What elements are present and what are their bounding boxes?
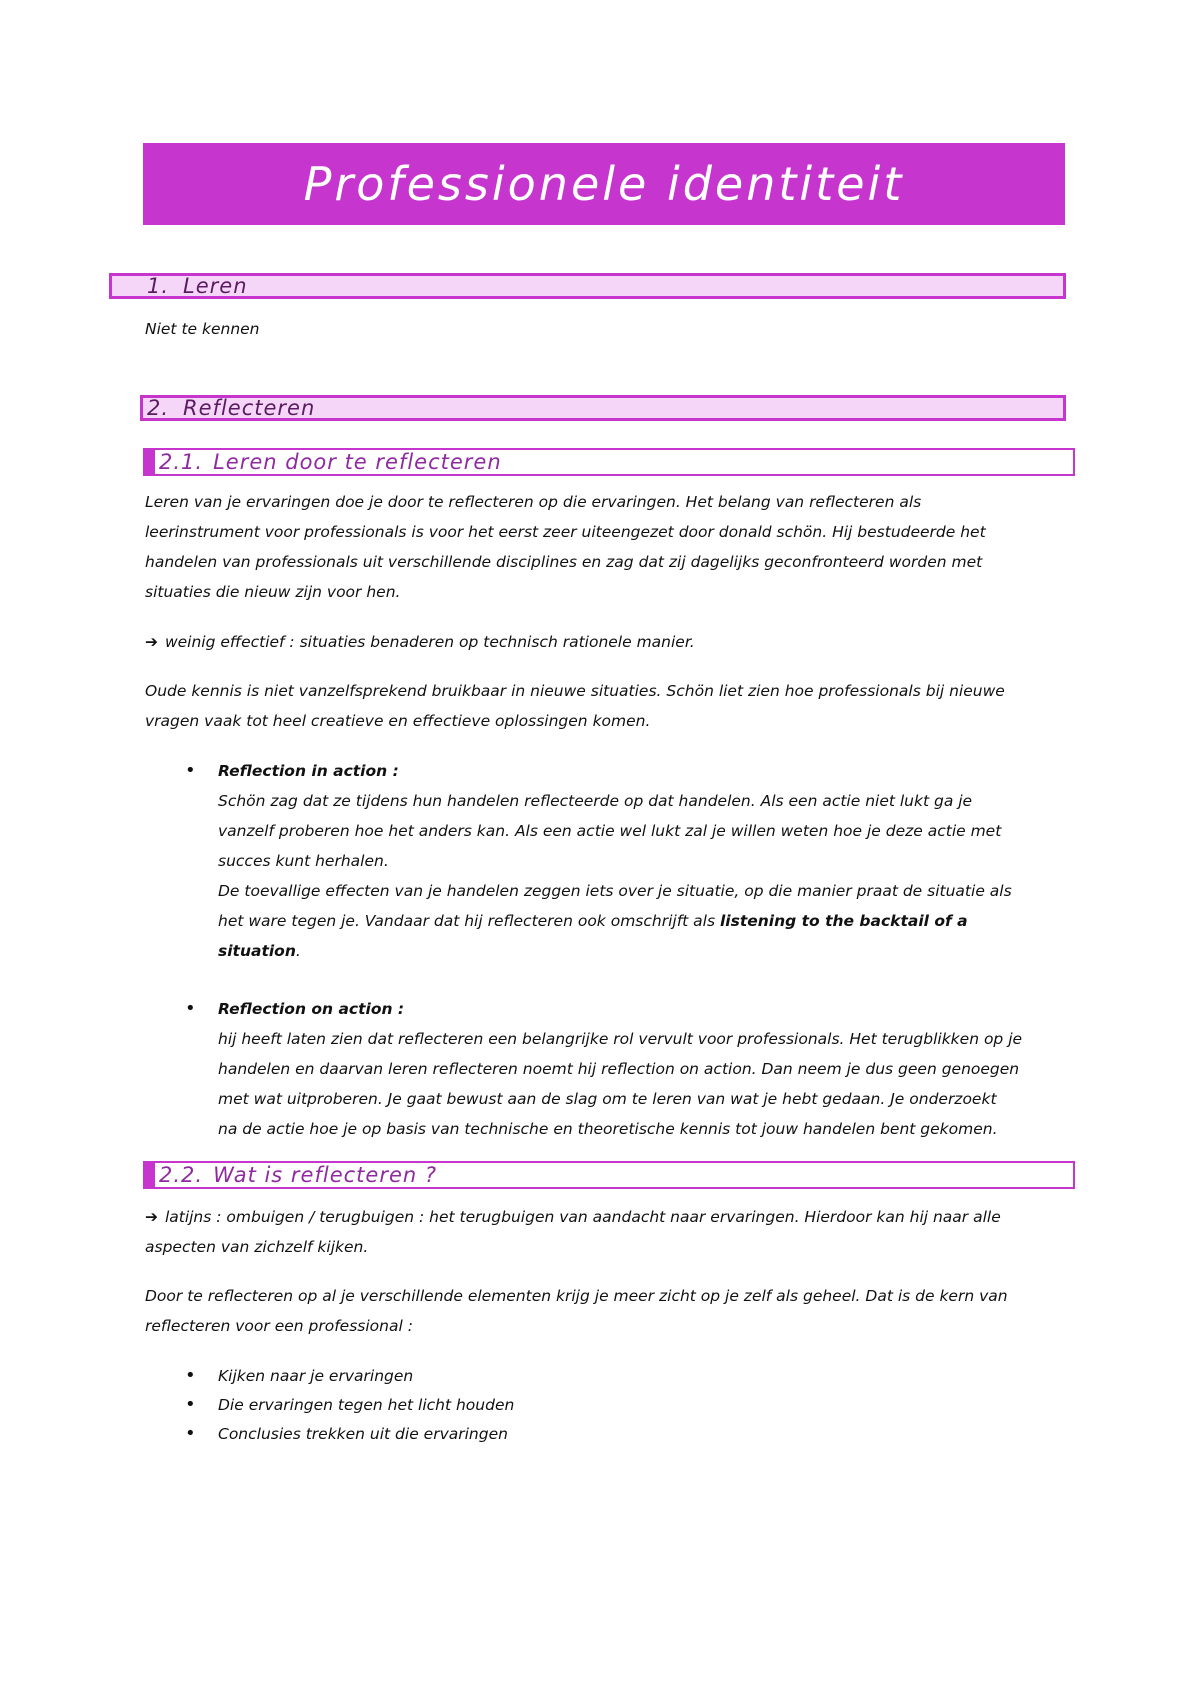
document-page: Professionele identiteit 1. Leren Niet te kennen 2. Reflecteren 2.1. Leren door te reflecteren Leren van je ervaringen doe je door te reflecteren op die ervaringen. Het belang van reflecteren als leerinstrument voor professionals is voor het eerst zeer uiteengezet door donald schön. Hij bestudeerde het handelen van professionals uit verschillende disciplines en zag dat zij dagelijks geconfronteerd worden met situaties die nieuw zijn voor hen. ➔ weinig effectief : situaties benaderen op technisch rationele manier. Oude kennis is niet vanzelfsprekend bruikbaar in nieuwe situaties. Schön liet zien hoe professionals bij nieuwe vragen vaak tot heel creatieve en effectieve oplossingen komen. • Reflection in action : Schön zag dat ze tijdens hun handelen reflecteerde op dat handelen. Als een actie niet lukt ga je vanzelf proberen hoe het anders kan. Als een actie wel lukt zal je willen weten hoe je deze actie met succes kunt herhalen. De toevallige effecten van je handelen zeggen iets over je situatie, op die manier praat de situatie als het ware tegen je. Vandaar dat hij reflecteren ook omschrijft als listening to the backtail of a situation. • Reflection on action : hij heeft laten zien dat reflecteren een belangrijke rol vervult voor professionals. Het terugblikken op je handelen en daarvan leren reflecteren noemt hij reflection on action. Dan neem je dus geen genoegen met wat uitproberen. Je gaat bewust aan de slag om te leren van wat je hebt gedaan. Je onderzoekt na de actie hoe je op basis van technische en theoretische kennis tot jouw handelen bent gekomen. 2.2. Wat is reflecteren ? ➔ latijns : ombuigen / terugbuigen : het terugbuigen van aandacht naar ervaringen. Hierdoor kan hij naar alle aspecten van zichzelf kijken. Door te reflecteren op al je verschillende elementen krijg je meer zicht op je zelf als geheel. Dat is de kern van reflecteren voor een professional : • Kijken naar je ervaringen • Die ervaringen tegen het licht houden • Conclusies trekken uit die ervaringen [0, 0, 1200, 1696]
heading-section-2-1 [143, 448, 1075, 476]
paragraph-old-knowledge: Oude kennis is niet vanzelfsprekend bruikbaar in nieuwe situaties. Schön liet zien hoe professionals bij nieuwe vragen vaak tot heel creatieve en effectieve oplossingen komen. [145, 682, 1005, 730]
paragraph-intro: Leren van je ervaringen doe je door te reflecteren op die ervaringen. Het belang van reflecteren als leerinstrument voor professionals is voor het eerst zeer uiteengezet door donald schön. Hij bestudeerde het handelen van professionals uit verschillende disciplines en zag dat zij dagelijks geconfronteerd worden met situaties die nieuw zijn voor hen. [145, 493, 986, 601]
document-title: Professionele identiteit [303, 157, 905, 211]
arrow-note: ➔ weinig effectief : situaties benaderen op technisch rationele manier. [145, 633, 695, 651]
heading-label: Wat is reflecteren ? [213, 1163, 438, 1187]
heading-section-2-2 [143, 1161, 1075, 1189]
bullet-icon: • [185, 760, 196, 781]
list-item-title: Reflection on action : [218, 1000, 405, 1018]
paragraph-core: Door te reflecteren op al je verschillende elementen krijg je meer zicht op je zelf als geheel. Dat is de kern van reflecteren voor een professional : [145, 1287, 1008, 1335]
emphasis-text: listening to the backtail of a [719, 912, 968, 930]
heading-number: 2. [147, 396, 170, 420]
heading-section-1 [109, 273, 1066, 299]
heading-label: Leren door te reflecteren [213, 450, 502, 474]
bullet-icon: • [185, 998, 196, 1019]
arrow-note-latin: ➔ latijns : ombuigen / terugbuigen : het terugbuigen van aandacht naar ervaringen. Hierdoor kan hij naar alle aspecten van zichzelf kijken. [145, 1208, 1001, 1256]
heading-number: 1. [147, 274, 170, 298]
section-1-body: Niet te kennen [145, 320, 260, 338]
list-item-title: Reflection in action : [218, 762, 399, 780]
bullet-icon: • [185, 1394, 196, 1415]
heading-section-2 [140, 395, 1066, 421]
heading-label: Reflecteren [183, 396, 316, 420]
heading-number: 2.2. [159, 1163, 204, 1187]
bullet-icon: • [185, 1365, 196, 1386]
emphasis-text: situation [218, 942, 296, 960]
arrow-icon: ➔ [145, 1208, 158, 1226]
heading-number: 2.1. [159, 450, 204, 474]
arrow-icon: ➔ [145, 633, 158, 651]
heading-label: Leren [183, 274, 248, 298]
title-banner [143, 143, 1065, 225]
bullet-icon: • [185, 1423, 196, 1444]
